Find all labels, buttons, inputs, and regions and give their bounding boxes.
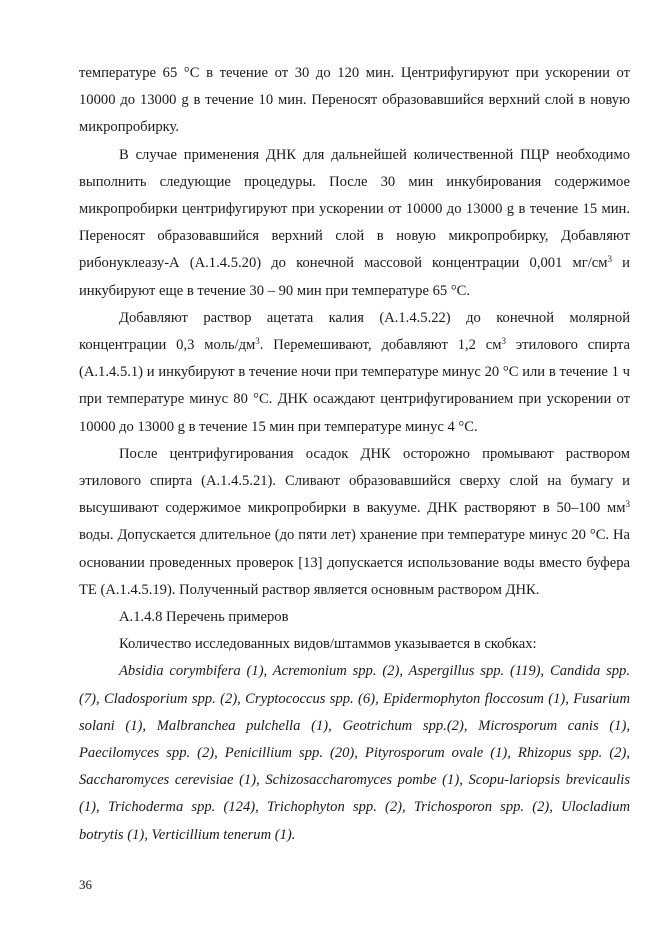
superscript: 3 <box>255 336 260 347</box>
text-run: этилового спирта (А.1.4.5.1) и инкубируют в течение ночи при температуре минус 20 °С или в течение 1 ч при температуре минус 80 °С. ДНК осаждают центрифугированием при ускорении от 10000 до 13000 g в течение 15 мин при температуре минус 4 °С. <box>79 337 630 435</box>
text-run: . Перемешивают, добавляют 1,2 см <box>259 337 502 354</box>
paragraph-dna-pellet-wash <box>79 441 630 604</box>
paragraph-species-list: Absidia corymbifera (1), Acremonium spp. (2), Aspergillus spp. (119), Candida spp. (7), Cladosporium spp. (2), Cryptococcus spp. (6), Epidermophyton floccosum (1), Fusarium solani (1), Malbranchea pulchella (1), Geotrichum spp.(2), Microsporum canis (1), Paecilomyces spp. (2), Penicillium spp. (20), Pityrosporum ovale (1), Rhizopus spp. (2), Saccharomyces cerevisiae (1), Schizosaccharomyces pombe (1), Scopu-lariopsis brevicaulis (1), Trichoderma spp. (124), Trichophyton spp. (2), Trichosporon spp. (2), Ulocladium botrytis (1), Verticillium tenerum (1). <box>79 663 630 843</box>
paragraph-incubation-continued: температуре 65 °С в течение от 30 до 120 мин. Центрифугируют при ускорении от 10000 до 13000 g в течение 10 мин. Переносят образовавшийся верхний слой в новую микропробирку. <box>79 65 630 136</box>
paragraph-potassium-acetate <box>79 305 630 441</box>
superscript: 3 <box>607 254 613 265</box>
paragraph-quantitative-pcr <box>79 142 630 305</box>
text-run: В случае применения ДНК для дальнейшей количественной ПЦР необходимо выполнить следующие процедуры. После 30 мин инкубирования содержимое микропробирки центрифугируют при ускорении от 10000 до 13000 g в течение 15 мин. Переносят образовавшийся верхний слой в новую микропробирку, Добавляют рибонуклеазу-А (А.1.4.5.20) до конечной массовой концентрации 0,001 мг/см <box>79 146 630 272</box>
document-page <box>79 60 630 849</box>
text-run: Добавляют раствор ацетата калия (А.1.4.5.22) до конечной молярной концентрации 0,3 моль/дм <box>79 309 630 354</box>
text-run: После центрифугирования осадок ДНК осторожно промывают раствором этилового спирта (А.1.4.5.21). Сливают образовавшийся сверху слой на бумагу и высушивают содержимое микропробирки в вакууме. ДНК растворяют в 50–100 мм <box>79 445 630 517</box>
superscript: 3 <box>501 336 507 347</box>
text-run: воды. Допускается длительное (до пяти лет) хранение при температуре минус 20 °С. На основании проведенных проверок [13] допускается использование воды вместо буфера ТЕ (А.1.4.5.19). Полученный раствор является основным раствором ДНК. <box>79 527 630 598</box>
text-run: и инкубируют еще в течение 30 – 90 мин при температуре 65 °С. <box>79 255 630 299</box>
section-heading: А.1.4.8 Перечень примеров <box>119 609 289 626</box>
paragraph-species-intro: Количество исследованных видов/штаммов указывается в скобках: <box>119 636 537 653</box>
superscript: 3 <box>625 499 630 510</box>
page-number: 36 <box>79 877 92 892</box>
